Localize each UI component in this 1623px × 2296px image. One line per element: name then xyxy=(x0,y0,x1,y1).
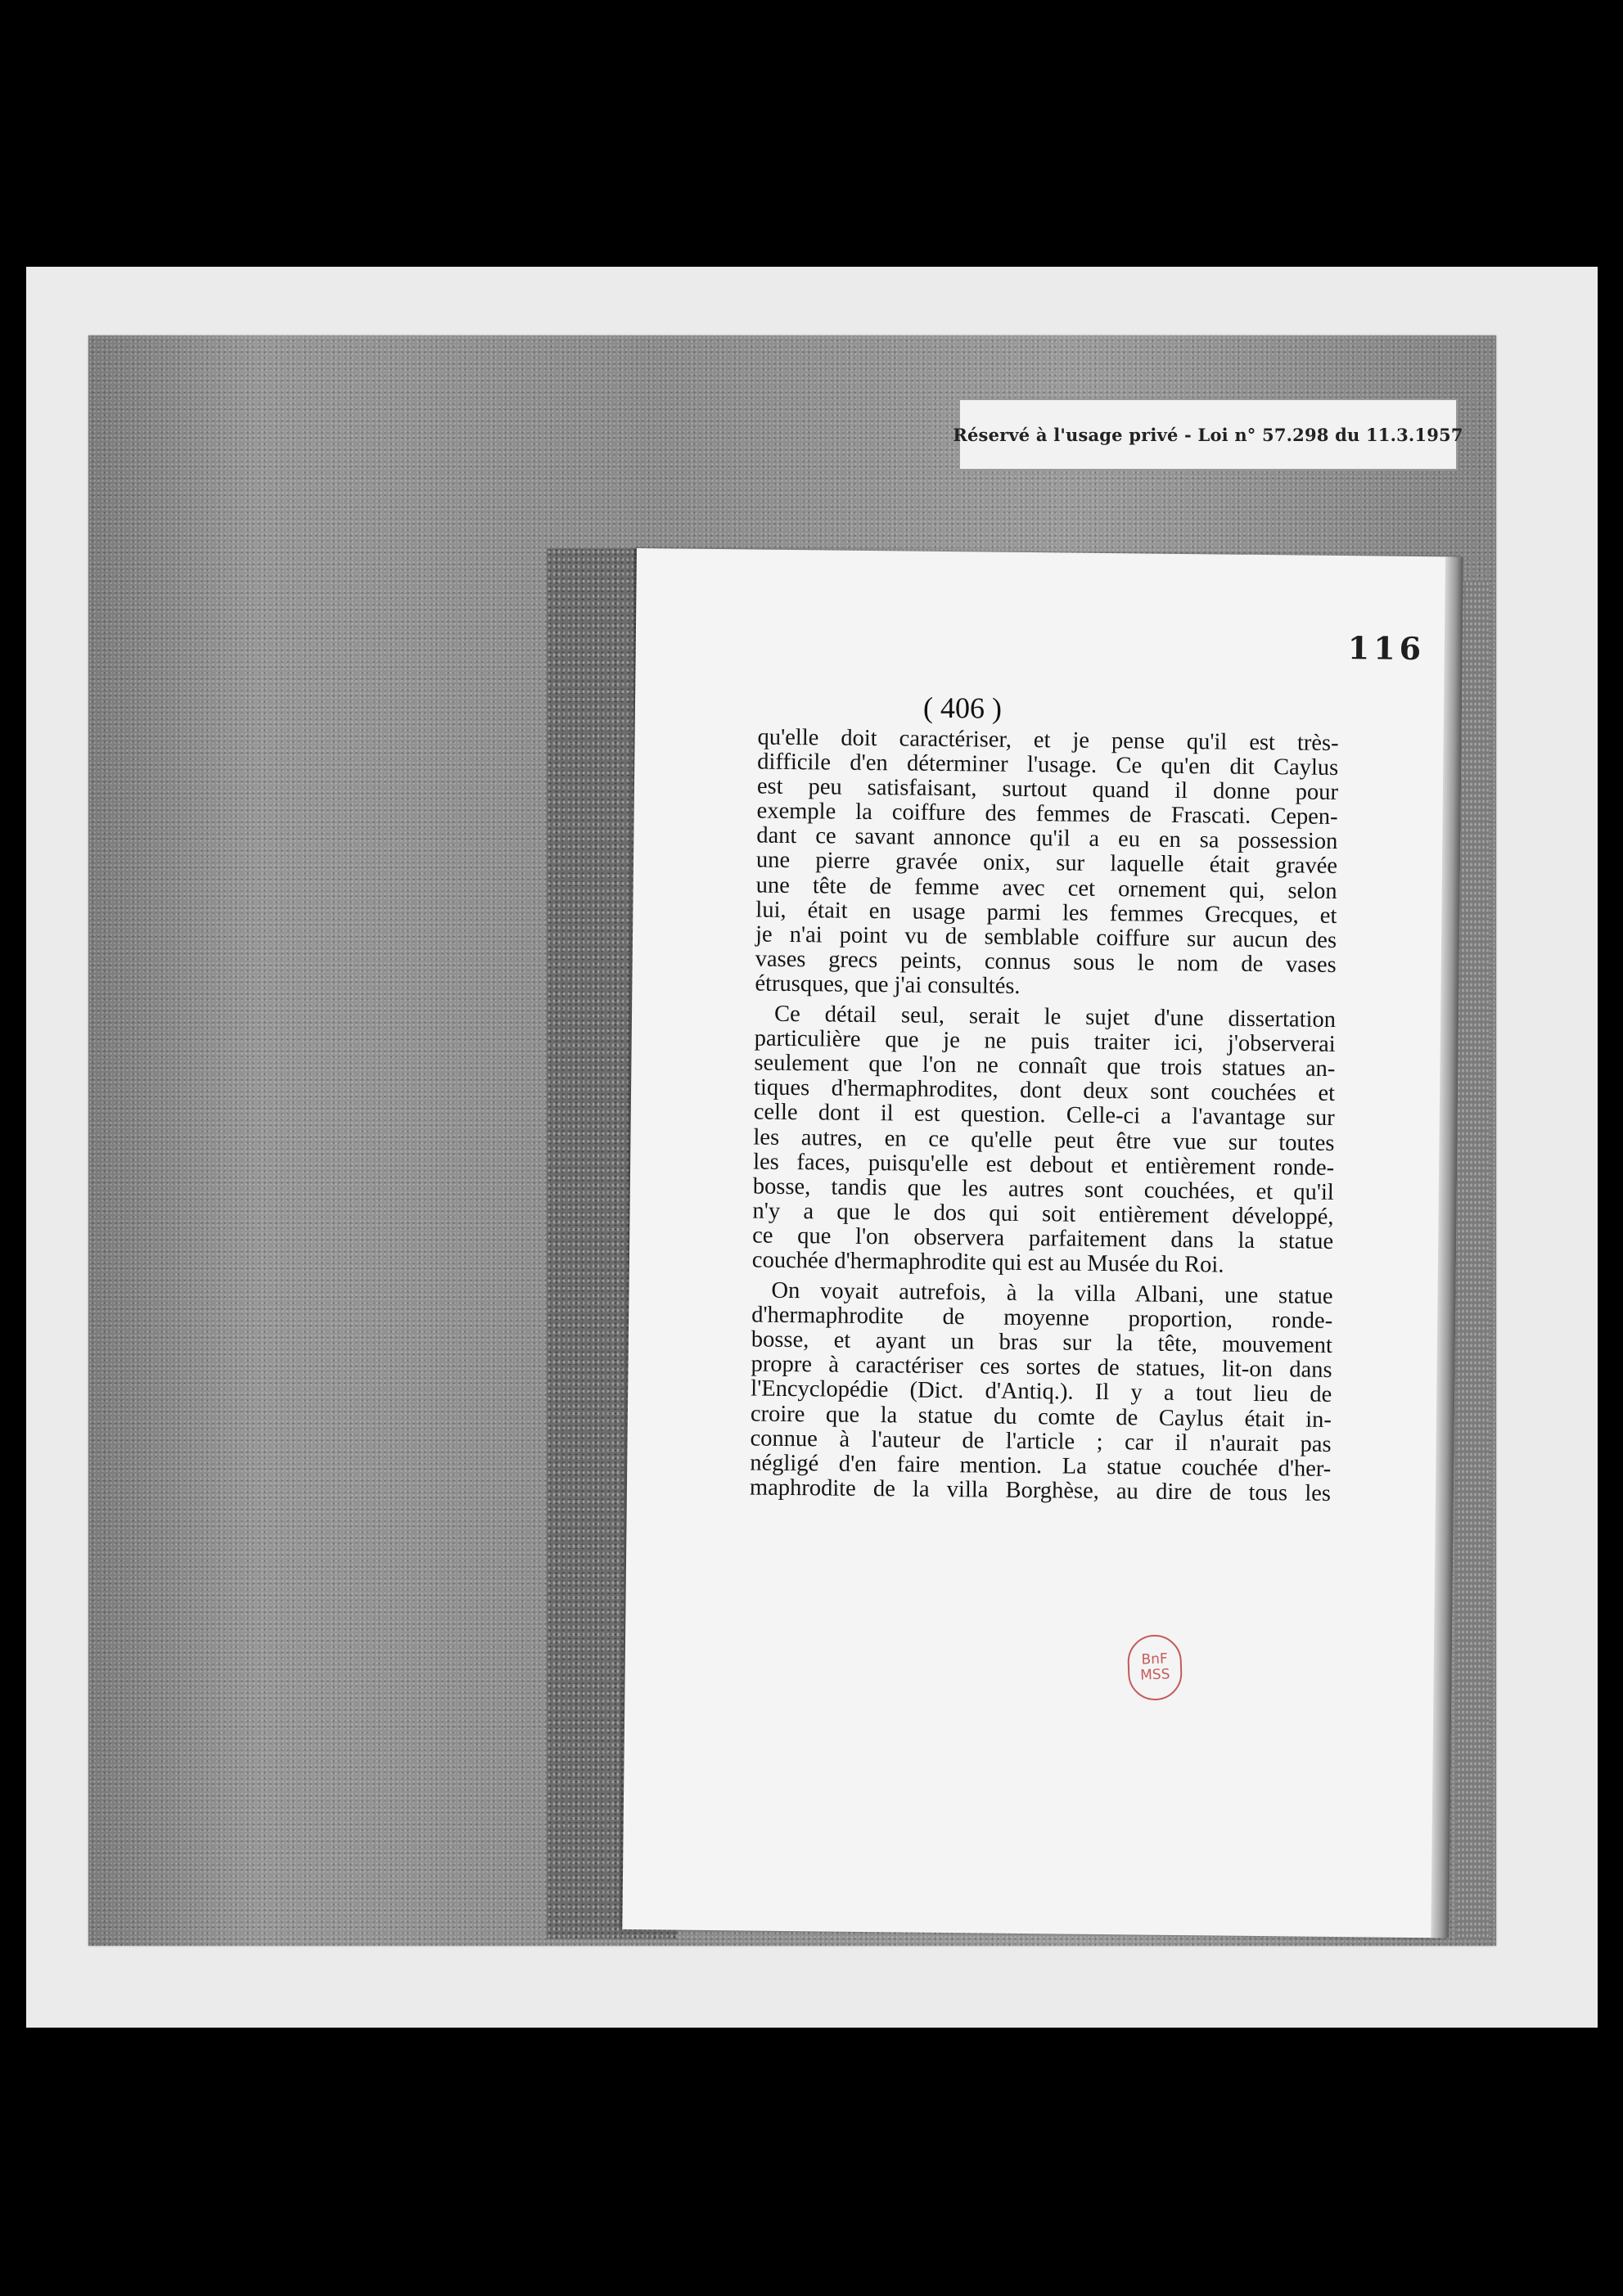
text-line: une pierre gravée onix, sur laquelle était gravée xyxy=(755,848,1338,880)
text-line: On voyait autrefois, à la villa Albani, une statue xyxy=(771,1277,1333,1310)
text-line: particulière que je ne puis traiter ici, j'observerai xyxy=(754,1025,1336,1058)
text-line: qu'elle doit caractériser, et je pense qu'il est très- xyxy=(757,724,1339,756)
text-line: est peu satisfaisant, surtout quand il donne pour xyxy=(756,773,1339,806)
text-line: une tête de femme avec cet ornement qui, selon xyxy=(755,872,1337,904)
text-line: lui, était en usage parmi les femmes Grecques, et xyxy=(755,897,1337,929)
text-line: propre à caractériser ces sortes de statues, lit-on dans xyxy=(751,1351,1332,1384)
text-line: d'hermaphrodite de moyenne proportion, ronde- xyxy=(751,1302,1333,1335)
restriction-label-text: Réservé à l'usage privé - Loi n° 57.298 du 11.3.1957 xyxy=(953,424,1463,445)
text-line: Ce détail seul, serait le sujet d'une dissertation xyxy=(773,1001,1337,1033)
stamp-line-1: BnF xyxy=(1141,1650,1169,1668)
page-body-text xyxy=(750,726,1339,1506)
folio-number: 116 xyxy=(1347,629,1426,668)
text-line: l'Encyclopédie (Dict. d'Antiq.). Il y a tout lieu de xyxy=(751,1375,1332,1408)
text-line: croire que la statue du comte de Caylus était in- xyxy=(750,1401,1332,1433)
text-line: seulement que l'on ne connaît que trois statues an- xyxy=(754,1050,1336,1083)
text-line: négligé d'en faire mention. La statue couchée d'her- xyxy=(750,1450,1332,1482)
text-line: bosse, tandis que les autres sont couchées, et qu'il xyxy=(752,1173,1334,1205)
text-line: connue à l'auteur de l'article ; car il n'aurait pas xyxy=(750,1425,1332,1457)
text-line: vases grecs peints, connus sous le nom de vases xyxy=(755,946,1337,978)
printed-page xyxy=(622,548,1463,1938)
text-line: tiques d'hermaphrodites, dont deux sont couchées et xyxy=(753,1074,1336,1107)
text-line: les autres, en ce qu'elle peut être vue sur toutes xyxy=(753,1124,1335,1156)
text-line: n'y a que le dos qui soit entièrement développé, xyxy=(752,1198,1334,1230)
text-line: dant ce savant annonce qu'il a eu en sa possession xyxy=(756,822,1338,855)
copy-edge-band xyxy=(1457,581,1490,1939)
text-line: les faces, puisqu'elle est debout et entièrement ronde- xyxy=(752,1149,1335,1181)
text-line: exemple la coiffure des femmes de Frascati. Cepen- xyxy=(756,798,1338,831)
page-number: ( 406 ) xyxy=(922,691,1003,725)
text-line: ce que l'on observera parfaitement dans la statue xyxy=(752,1222,1334,1254)
text-line: maphrodite de la villa Borghèse, au dire de tous les xyxy=(749,1474,1332,1506)
text-line: étrusques, que j'ai consultés. xyxy=(755,970,1021,999)
text-line: couchée d'hermaphrodite qui est au Musée du Roi. xyxy=(751,1247,1224,1278)
restriction-label xyxy=(953,398,1463,470)
text-line: je n'ai point vu de semblable coiffure sur aucun des xyxy=(755,921,1337,953)
library-stamp xyxy=(1127,1634,1183,1701)
text-line: celle dont il est question. Celle-ci a l'avantage sur xyxy=(753,1099,1335,1132)
text-line: difficile d'en déterminer l'usage. Ce qu'en dit Caylus xyxy=(757,749,1339,781)
stamp-line-2: MSS xyxy=(1139,1666,1170,1684)
text-line: bosse, et ayant un bras sur la tête, mouvement xyxy=(751,1326,1333,1359)
